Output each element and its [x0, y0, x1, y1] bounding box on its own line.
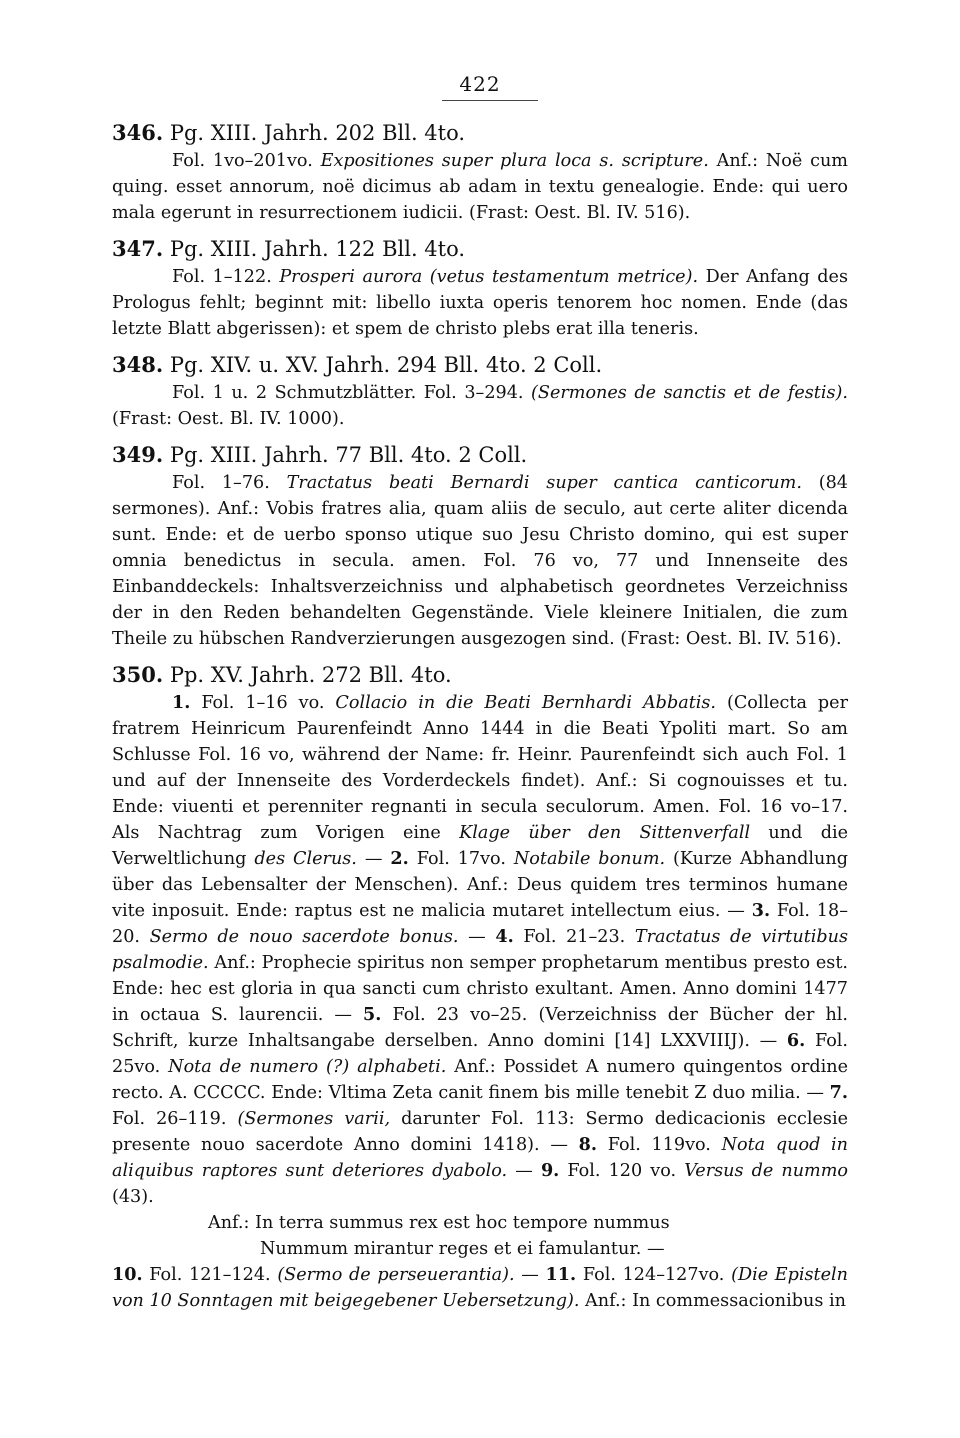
text-run: Fol. 18–20. [112, 901, 848, 947]
entry-paragraph [112, 470, 848, 652]
text-run: (43). [112, 1187, 154, 1207]
italic-title: Nota de numero (?) alphabeti. [168, 1057, 447, 1077]
entry-paragraph [112, 264, 848, 342]
text-run: Fol. 23 vo–25. (Verzeichniss der Bücher der hl. Schrift, kurze Inhaltsangabe derselben. Anno domini [14] LXXVIIIJ). — [112, 1005, 848, 1051]
entry-header [112, 118, 848, 148]
text-run: Anf.: Prophecie spiritus non semper prophetarum mentibus presto est. Ende: hec est gloria in qua sancti cum christo exultant. Amen. Anno domini 1477 in octaua S. laurencii. — [112, 953, 848, 1025]
text-run: (Kurze Abhandlung über das Lebensalter der Menschen). Anf.: Deus quidem tres terminos humane vite inposuit. Ende: raptus est ne malicia mutaret intellectum eius. — [112, 849, 848, 921]
text-run: Fol. 1 u. 2 Schmutzblätter. Fol. 3–294. [172, 383, 532, 403]
entry-header [112, 234, 848, 264]
entry-header [112, 440, 848, 470]
entry-number: 347. [112, 236, 164, 261]
text-run: Fol. 121–124. [142, 1265, 278, 1285]
text-run: (Frast: Oest. Bl. IV. 1000). [112, 409, 345, 429]
italic-title: Versus de nummo [684, 1161, 848, 1181]
italic-title: (Sermo de perseuerantia). [277, 1265, 515, 1285]
item-number: 5. [363, 1004, 382, 1025]
italic-title: Collacio in die Beati Bernhardi Abbatis. [335, 693, 717, 713]
entry-paragraph [112, 148, 848, 226]
entry-number: 349. [112, 442, 164, 467]
item-number: 7. [829, 1082, 848, 1103]
italic-title: Expositiones super plura loca s. scripture. [320, 151, 709, 171]
text-run: Fol. 26–119. [112, 1109, 238, 1129]
entry-number: 346. [112, 120, 164, 145]
text-run: (84 sermones). Anf.: Vobis fratres alia, quam aliis de seculo, aut certe aliter dicenda sunt. Ende: et de uerbo sponso utique suo Jesu Christo domino, qui est super omnia benedictus in secula. amen. Fol. 76 vo, 77 und Innenseite des Einbanddeckels: Inhaltsverzeichniss und alphabetisch geordnetes Verzeichniss der in den Reden behandelten Gegenstände. Viele kleinere Initialen, die zum Theile zu hübschen Randverzierungen ausgezogen sind. (Frast: Oest. Bl. IV. 516). [112, 473, 848, 649]
italic-title: (Sermones varii, [237, 1109, 391, 1129]
text-run: Fol. 21–23. [513, 927, 635, 947]
item-number: 6. [786, 1030, 806, 1051]
entry-header [112, 350, 848, 380]
item-number: 1. [172, 692, 191, 713]
italic-title: (Die Episteln von 10 Sonntagen mit beigegebener Uebersetzung). [112, 1265, 849, 1311]
italic-title: Tractatus beati Bernardi super cantica canticorum. [286, 473, 802, 493]
entry-description: Pg. XIII. Jahrh. 202 Bll. 4to. [163, 121, 466, 145]
verse-line: Anf.: In terra summus rex est hoc tempore nummus [208, 1213, 670, 1233]
text-run: Fol. 17vo. [408, 849, 514, 869]
text-run: Fol. 1–16 vo. [190, 693, 336, 713]
text-run: Anf.: Possidet A numero quingentos ordine recto. A. CCCCC. Ende: Vltima Zeta canit finem bis mille tenebit Z duo milia. — [112, 1057, 848, 1103]
italic-title: Tractatus de virtutibus psalmodie. [112, 927, 849, 973]
entry-number: 350. [112, 662, 164, 687]
italic-title: (Sermones de sanctis et de festis). [531, 383, 848, 403]
text-run: — [507, 1161, 541, 1181]
item-number: 4. [495, 926, 514, 947]
item-number: 9. [540, 1160, 560, 1181]
text-run: — [514, 1265, 546, 1285]
entry-description: Pg. XIII. Jahrh. 122 Bll. 4to. [163, 237, 466, 261]
italic-title: Sermo de nouo sacerdote bonus. [149, 927, 459, 947]
text-run: Fol. 124–127vo. [576, 1265, 732, 1285]
text-run: Fol. 25vo. [112, 1031, 848, 1077]
text-run: — [458, 927, 496, 947]
entry-description: Pg. XIV. u. XV. Jahrh. 294 Bll. 4to. 2 Coll. [163, 353, 603, 377]
page-number: 422 [459, 72, 501, 96]
item-number: 8. [578, 1134, 598, 1155]
text-run: Der Anfang des Prologus fehlt; beginnt mit: libello iuxta operis tenorem hoc nomen. Ende (das letzte Blatt abgerissen): et spem de christo plebs erat illa teneris. [112, 267, 848, 339]
entry-paragraph [112, 1262, 848, 1314]
item-number: 3. [751, 900, 771, 921]
item-number: 10. [112, 1264, 143, 1285]
text-run: und die Verweltlichung [112, 823, 848, 869]
item-number: 2. [390, 848, 409, 869]
text-run: Fol. 119vo. [597, 1135, 722, 1155]
verse-line: Nummum mirantur reges et ei famulantur. — [260, 1239, 665, 1259]
text-run: (Collecta per fratrem Heinricum Paurenfeindt Anno 1444 in die Beati Ypoliti mart. So am Schlusse Fol. 16 vo, während der Name: fr. Heinr. Paurenfeindt sich auch Fol. 1 und auf der Innenseite des Vorderdeckels findet). Anf.: Si cognouisses et tu. Ende: viuenti et perenniter regnanti in secula seculorum. Amen. Fol. 16 vo–17. Als Nachtrag zum Vorigen eine [112, 693, 848, 843]
entry-number: 348. [112, 352, 164, 377]
catalog-entries [112, 118, 848, 1314]
text-run: Fol. 120 vo. [559, 1161, 685, 1181]
page-number-rule [442, 100, 538, 101]
text-run: Anf.: In commessacionibus in [579, 1291, 846, 1311]
italic-title: Prosperi aurora (vetus testamentum metrice). [279, 267, 699, 287]
italic-title: Klage über den Sittenverfall [459, 823, 751, 843]
item-number: 11. [545, 1264, 577, 1285]
entry-header [112, 660, 848, 690]
text-run: darunter Fol. 113: Sermo dedicacionis ecclesie presente nouo sacerdote Anno domini 1418). — [112, 1109, 848, 1155]
text-run: Fol. 1–122. [172, 267, 280, 287]
entry-paragraph [112, 690, 848, 1210]
italic-title: Nota quod in aliquibus raptores sunt deteriores dyabolo. [112, 1135, 849, 1181]
entry-paragraph [112, 380, 848, 432]
italic-title: Notabile bonum. [513, 849, 666, 869]
text-run: Fol. 1–76. [172, 473, 287, 493]
entry-description: Pg. XIII. Jahrh. 77 Bll. 4to. 2 Coll. [163, 443, 528, 467]
entry-description: Pp. XV. Jahrh. 272 Bll. 4to. [163, 663, 452, 687]
text-run: Anf.: Noë cum quing. esset annorum, noë dicimus ab adam in textu genealogie. Ende: qui uero mala egerunt in resurrectionem iudicii. (Frast: Oest. Bl. IV. 516). [112, 151, 848, 223]
text-run: Fol. 1vo–201vo. [172, 151, 321, 171]
italic-title: des Clerus. [254, 849, 357, 869]
text-run: — [356, 849, 391, 869]
